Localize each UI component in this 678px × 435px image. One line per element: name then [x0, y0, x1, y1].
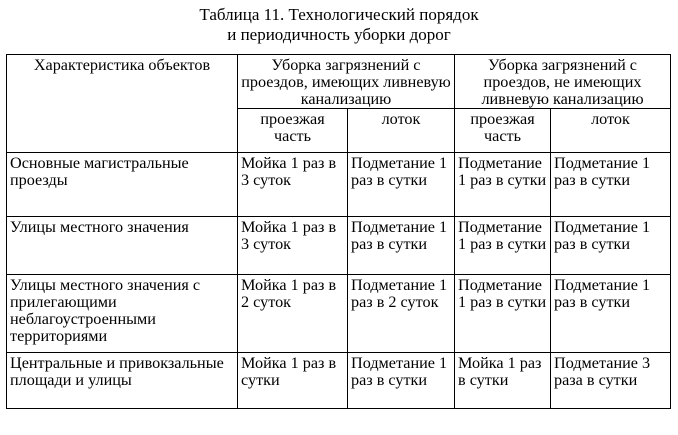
table-row: [7, 275, 671, 353]
table-row: [7, 153, 671, 217]
subheader-roadway: проезжая часть: [455, 109, 551, 153]
subheader-gutter: лоток: [551, 109, 671, 153]
value-cell: Подметание 1 раз в сутки: [551, 217, 671, 275]
object-cell: Улицы местного значения с прилегающими неблагоустроенными территориями: [7, 275, 238, 353]
value-cell: Подметание 1 раз в 2 суток: [348, 275, 455, 353]
header-object: Характеристика объектов: [7, 55, 238, 153]
value-cell: Подметание 1 раз в сутки: [348, 153, 455, 217]
value-cell: Подметание 1 раз в сутки: [455, 217, 551, 275]
table-title-line-2: и периодичность уборки дорог: [227, 25, 451, 44]
value-cell: Подметание 1 раз в сутки: [455, 275, 551, 353]
value-cell: Мойка 1 раз в 3 суток: [238, 217, 348, 275]
road-cleaning-table: [6, 54, 671, 409]
header-group-without-drainage: Уборка загрязнений с проездов, не имеющих ливневую канализацию: [455, 55, 671, 109]
table-title: [0, 5, 678, 45]
header-group-with-drainage: Уборка загрязнений с проездов, имеющих ливневую канализацию: [238, 55, 455, 109]
table-row: [7, 217, 671, 275]
value-cell: Подметание 1 раз в сутки: [348, 217, 455, 275]
value-cell: Подметание 3 раза в сутки: [551, 353, 671, 409]
value-cell: Мойка 1 раз в сутки: [238, 353, 348, 409]
object-cell: Основные магистральные проезды: [7, 153, 238, 217]
object-cell: Улицы местного значения: [7, 217, 238, 275]
object-cell: Центральные и привокзальные площади и улицы: [7, 353, 238, 409]
value-cell: Мойка 1 раз в сутки: [455, 353, 551, 409]
value-cell: Подметание 1 раз в сутки: [348, 353, 455, 409]
value-cell: Подметание 1 раз в сутки: [455, 153, 551, 217]
value-cell: Мойка 1 раз в 2 суток: [238, 275, 348, 353]
value-cell: Мойка 1 раз в 3 суток: [238, 153, 348, 217]
table-row: [7, 353, 671, 409]
table-title-line-1: Таблица 11. Технологический порядок: [199, 5, 479, 24]
value-cell: Подметание 1 раз в сутки: [551, 275, 671, 353]
header-row-1: [7, 55, 671, 109]
subheader-gutter: лоток: [348, 109, 455, 153]
subheader-roadway: проезжая часть: [238, 109, 348, 153]
value-cell: Подметание 1 раз в сутки: [551, 153, 671, 217]
